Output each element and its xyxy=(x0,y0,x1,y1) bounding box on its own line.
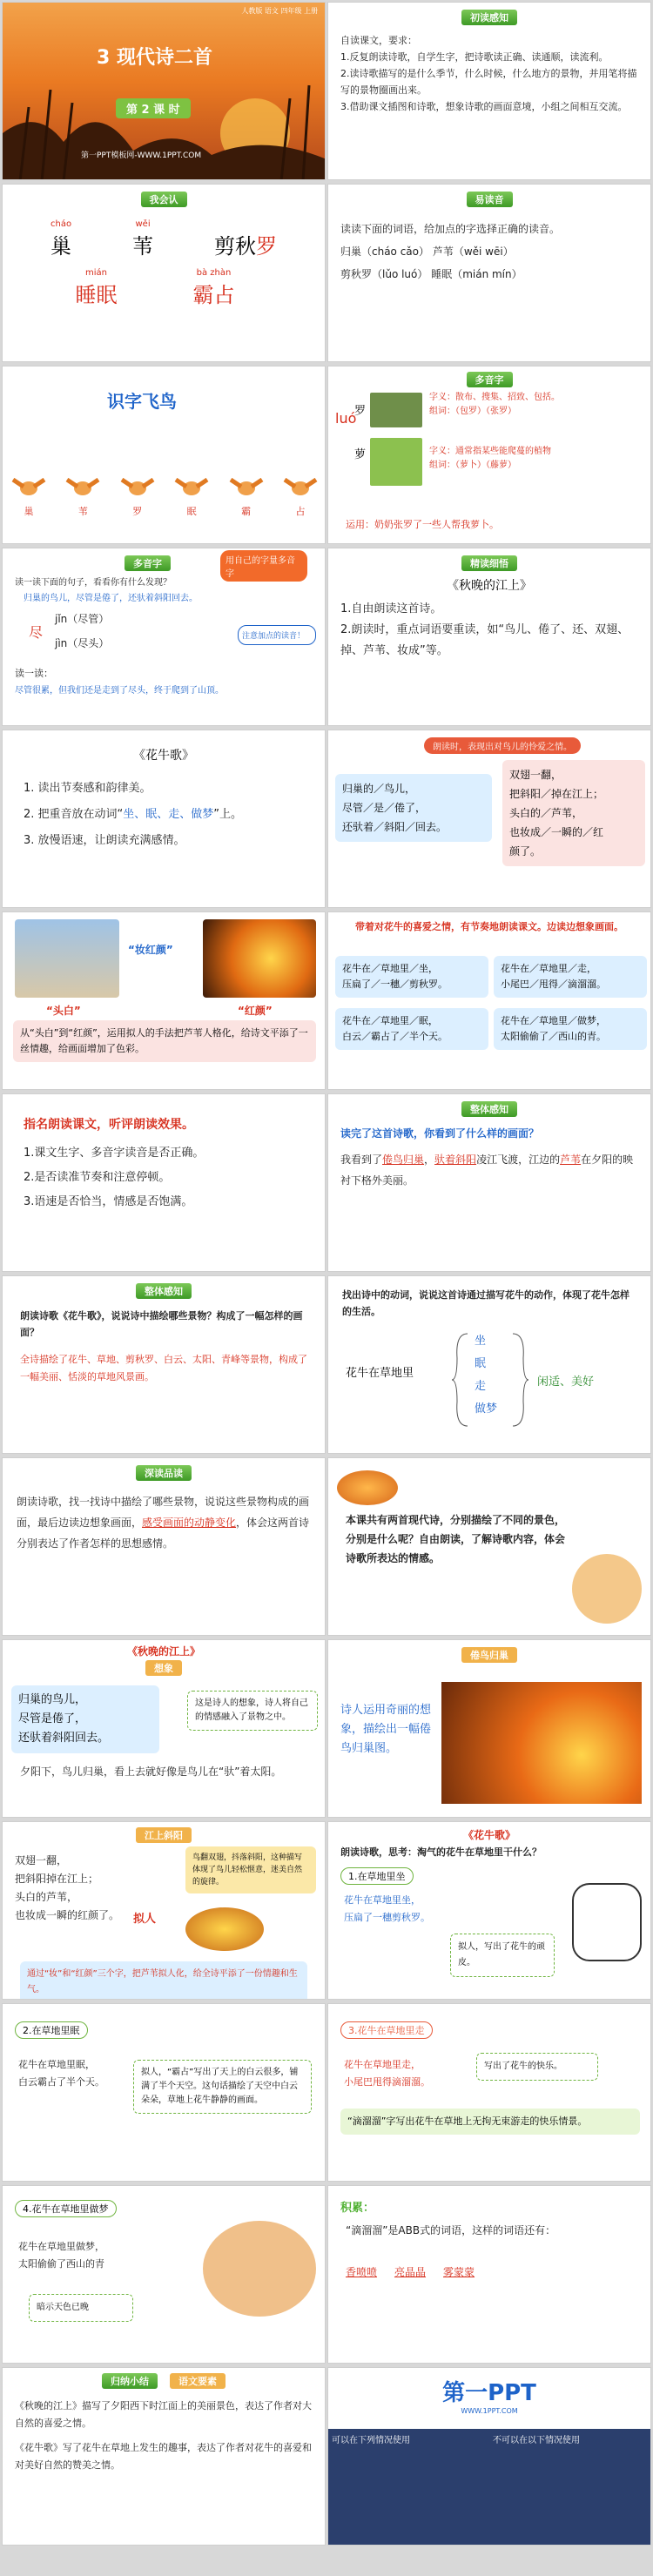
section-tag: 多音字 xyxy=(467,372,513,387)
reading-2: jìn（尽头） xyxy=(55,637,110,649)
section-tag: 整体感知 xyxy=(461,1101,517,1117)
slide-cow-sitting xyxy=(327,1821,651,2000)
task: 朗读诗歌，找一找诗中描绘了哪些景物，说说这些景物构成的画面，最后边读边想象画面，感受画面的动静变化，体会这两首诗分别表达了作者怎样的思想感情。 xyxy=(17,1496,310,1550)
instruction: 找出诗中的动词，说说这首诗通过描写花牛的动作，体现了花牛怎样的生活。 xyxy=(342,1289,629,1317)
cow-icon xyxy=(572,1883,642,1961)
sentence: 归巢的鸟儿，尽管是倦了，还驮着斜阳回去。 xyxy=(24,594,198,603)
disallowed-header: 不可以在以下情况使用 xyxy=(493,2436,580,2445)
bird-icon xyxy=(174,471,209,501)
slide-first-reading xyxy=(327,2,651,180)
section-tag: 我会认 xyxy=(141,192,187,207)
step-label: 1.在草地里坐 xyxy=(340,1867,414,1885)
explanation: 从“头白”到“红颜”，运用拟人的手法把芦苇人格化，给诗文平添了一丝情趣，给画面增加了色彩。 xyxy=(13,1020,316,1062)
bird-card[interactable]: 苇 xyxy=(65,471,100,518)
label-main: “妆红颜” xyxy=(128,944,173,956)
step-2: 2.朗读时，重点词语要重读，如“鸟儿、倦了、还、双翅、掉、芦苇、妆成”等。 xyxy=(340,623,629,657)
bird-card[interactable]: 霸 xyxy=(229,471,264,518)
cow-illustration xyxy=(572,1554,642,1624)
slide-end xyxy=(327,2367,651,2546)
slide-birds-return xyxy=(327,1639,651,1818)
bird-card[interactable]: 罗 xyxy=(120,471,155,518)
slide-pronunciation xyxy=(327,184,651,362)
intro: 读一读下面的句子，看看你有什么发现？ xyxy=(15,578,172,588)
section-tag: 归纳小结 xyxy=(102,2373,158,2389)
slide-reading-tips xyxy=(2,730,326,908)
char-card: 剪秋罗 xyxy=(214,234,278,259)
intro: 自读课文，要求： xyxy=(340,35,417,46)
step-1: 1.自由朗读这首诗。 xyxy=(340,602,442,615)
slide-rhythm-reading xyxy=(327,911,651,1090)
lesson-subtitle: 第 2 课 时 xyxy=(116,98,191,118)
section-tag: 江上斜阳 xyxy=(136,1827,192,1843)
stanza-4: 花牛在／草地里／做梦， 太阳偷偷了／西山的青。 xyxy=(494,1008,647,1050)
bird-icon xyxy=(283,471,318,501)
char-card: mián 睡眠 xyxy=(75,268,118,307)
def-1: 字义：散布、搜集、招致、包括。 xyxy=(429,393,560,402)
reeds-photo xyxy=(185,1907,264,1951)
stanza-1: 花牛在／草地里／坐， 压扁了／一穗／剪秋罗。 xyxy=(335,956,488,998)
poem-lines: 花牛在草地里走， 小尾巴甩得滴溜溜。 xyxy=(344,2059,430,2088)
def-2: 字义：通常指某些能爬蔓的植物 xyxy=(429,447,551,456)
vine-photo xyxy=(370,438,422,486)
intro-text: 本课共有两首现代诗，分别描绘了不同的景色，分别是什么呢？自由朗读，了解诗歌内容，体会诗歌所表达的情感。 xyxy=(346,1514,566,1564)
conclusion: 闲适、美好 xyxy=(537,1375,595,1389)
section-tag: 倦鸟归巢 xyxy=(461,1647,517,1663)
line-2: 剪秋罗（lǔo luó） 睡眠（mián mín） xyxy=(340,268,522,280)
tip-bubble: 注意加点的读音！ xyxy=(238,625,316,645)
slide-cover xyxy=(2,2,326,180)
verb-list: 坐 眠 走 做梦 xyxy=(475,1335,498,1416)
brace-right xyxy=(511,1332,528,1428)
white-reeds-photo xyxy=(15,919,119,998)
words-1: 组词：（包罗）（张罗） xyxy=(429,407,516,416)
slide-recognize-chars xyxy=(2,184,326,362)
section-tag: 整体感知 xyxy=(136,1283,192,1299)
bubble: 写出了花牛的快乐。 xyxy=(476,2053,598,2081)
bird-card[interactable]: 占 xyxy=(283,471,318,518)
section-tag: 精读细悟 xyxy=(461,555,517,571)
poem-lines: 花牛在草地里坐， 压扁了一穗剪秋罗。 xyxy=(344,1894,430,1923)
poem-title: 《秋晚的江上》 xyxy=(126,1645,200,1658)
section-tag-2: 语文要素 xyxy=(170,2373,226,2389)
poem-title: 《花牛歌》 xyxy=(133,749,194,763)
subject: 花牛在草地里 xyxy=(346,1367,414,1380)
criterion-1: 1.课文生字、多音字读音是否正确。 xyxy=(24,1147,205,1160)
slide-imagination xyxy=(2,1639,326,1818)
section-tag: 易读音 xyxy=(467,192,513,207)
sunset-photo xyxy=(337,1470,398,1505)
tip-2: 2. 把重音放在动词“坐、眠、走、做梦”上。 xyxy=(24,808,243,821)
slide-cow-sleeping xyxy=(2,2003,326,2182)
summary-2: 《花牛歌》写了花牛在草地上发生的趣事，表达了作者对花牛的喜爱和对美好自然的赞美之情。 xyxy=(15,2442,312,2471)
left-lines: 归巢的／鸟儿， 尽管／是／倦了， 还驮着／斜阳／回去。 xyxy=(335,774,492,842)
poem-title: 《秋晚的江上》 xyxy=(447,579,532,593)
slide-evaluation xyxy=(2,1093,326,1272)
char-card: cháo 巢 xyxy=(50,219,72,259)
url: WWW.1PPT.COM xyxy=(461,2407,518,2415)
slide-close-reading xyxy=(327,548,651,726)
brace-left xyxy=(452,1332,469,1428)
stanza-2: 花牛在／草地里／眠， 白云／霸占了／半个天。 xyxy=(335,1008,488,1050)
char-card: wěi 苇 xyxy=(132,219,154,259)
note: “滴溜溜”字写出花牛在草地上无拘无束游走的快乐情景。 xyxy=(340,2109,640,2135)
example: 尽管很累，但我们还是走到了尽头，终于爬到了山顶。 xyxy=(15,686,224,696)
criterion-2: 2.是否读准节奏和注意停顿。 xyxy=(24,1171,171,1184)
slide-reading-emotion xyxy=(327,730,651,908)
caption: 诗人运用奇丽的想象，描绘出一幅倦鸟归巢图。 xyxy=(340,1704,432,1755)
pinyin: luó xyxy=(335,410,357,427)
cloud-note: 用自己的字量多音字 xyxy=(220,550,307,582)
instruction: 带着对花牛的喜爱之情，有节奏地朗读课文。边读边想象画面。 xyxy=(355,921,623,932)
slide-deep-reading xyxy=(2,1457,326,1636)
rhetoric-label: 拟人 xyxy=(133,1913,157,1926)
section-tag: 初读感知 xyxy=(461,10,517,25)
slide-overall-perception-2 xyxy=(2,1275,326,1454)
bubble: 鸟翻双翅，抖落斜阳，这种描写体现了鸟儿轻松惬意，迷美自然的旋律。 xyxy=(185,1846,316,1893)
answer: 全诗描绘了花牛、草地、剪秋罗、白云、太阳、青峰等景物，构成了一幅美丽、恬淡的草地风景画。 xyxy=(20,1354,307,1382)
line-1: 归巢（cháo cǎo） 芦苇（wěi wēi） xyxy=(340,245,514,258)
net-photo xyxy=(370,393,422,427)
note: 通过“妆”和“红颜”三个字，把芦苇拟人化，给全诗平添了一份情趣和生气。 xyxy=(20,1961,307,2000)
slide-cow-dreaming xyxy=(2,2185,326,2364)
slide-char-birds xyxy=(2,366,326,544)
bird-card[interactable]: 巢 xyxy=(11,471,46,518)
section-tag: 多音字 xyxy=(125,555,171,571)
edition-badge: 人教版 语文 四年级 上册 xyxy=(241,7,318,15)
char-luo-vine: 萝 xyxy=(354,448,367,461)
char-jin: 尽 xyxy=(29,624,44,641)
watermark: 第一PPT模板网-WWW.1PPT.COM xyxy=(81,151,202,160)
tip-1: 1. 读出节奏感和韵律美。 xyxy=(24,782,151,795)
question: 读完了这首诗歌，你看到了什么样的画面？ xyxy=(340,1127,540,1140)
step-label: 2.在草地里眠 xyxy=(15,2021,88,2039)
words-2: 组词：（萝卜）（藤萝） xyxy=(429,461,516,470)
red-reeds-photo xyxy=(203,919,316,998)
title: 指名朗读课文，听评朗读效果。 xyxy=(24,1118,194,1132)
tip-3: 3. 放慢语速，让朗读充满感情。 xyxy=(24,834,185,847)
reading-1: jǐn（尽管） xyxy=(55,613,110,625)
sunset-birds-photo xyxy=(441,1682,642,1804)
right-lines: 双翅一翻， 把斜阳／掉在江上； 头白的／芦苇， 也妆成／一瞬的／红 颜了。 xyxy=(502,760,645,866)
question: 朗读诗歌《花牛歌》，说说诗中描绘哪些景物？构成了一幅怎样的画面？ xyxy=(20,1310,303,1338)
label-red: “红颜” xyxy=(238,1005,273,1017)
answer: 我看到了倦鸟归巢，驮着斜阳凌江飞渡，江边的芦苇在夕阳的映衬下格外美丽。 xyxy=(340,1153,634,1187)
poem-lines: 花牛在草地里眠， 白云霸占了半个天。 xyxy=(18,2059,104,2088)
explanation: 夕阳下，鸟儿归巢，看上去就好像是鸟儿在“驮”着太阳。 xyxy=(20,1766,282,1778)
slide-summary xyxy=(2,2367,326,2546)
poem-lines: 花牛在草地里做梦， 太阳偷偷了西山的青 xyxy=(18,2241,104,2270)
usage: 运用：奶奶张罗了一些人帮我萝卜。 xyxy=(346,519,499,530)
note: 拟人，写出了花牛的顽皮。 xyxy=(450,1934,555,1977)
step-label: 3.花牛在草地里走 xyxy=(340,2021,433,2039)
intro: 读读下面的词语，给加点的字选择正确的读音。 xyxy=(340,223,561,235)
game-title: 识字飞鸟 xyxy=(107,391,177,412)
section-tag: 积累： xyxy=(340,2202,375,2215)
banner: 朗读时，表现出对鸟儿的怜爱之情。 xyxy=(424,737,581,754)
slide-reeds-redface xyxy=(2,911,326,1090)
cow-illustration xyxy=(203,2221,316,2317)
slide-river-sunset xyxy=(2,1821,326,2000)
answer-row: 香喷喷 亮晶晶 雾蒙蒙 xyxy=(346,2266,475,2278)
bird-card[interactable]: 眠 xyxy=(174,471,209,518)
section-tag: 深读品读 xyxy=(136,1465,192,1481)
char-luo: 罗 xyxy=(354,405,367,418)
slide-two-poems xyxy=(327,1457,651,1636)
note: 这是诗人的想象，诗人将自己的情感融入了景物之中。 xyxy=(187,1691,318,1731)
step-label: 4.花牛在草地里做梦 xyxy=(15,2200,117,2217)
bird-icon xyxy=(120,471,155,501)
logo: 第一PPT xyxy=(442,2380,536,2406)
poem-lines: 双翅一翻， 把斜阳掉在江上； 头白的芦苇， 也妆成一瞬的红颜了。 xyxy=(15,1854,120,1921)
item-3: 3.借助课文插图和诗歌，想象诗歌的画面意境，小组之间相互交流。 xyxy=(340,101,628,112)
allowed-header: 可以在下列情况使用 xyxy=(332,2436,410,2445)
slide-polyphonic-luo xyxy=(327,366,651,544)
slide-polyphonic-jin xyxy=(2,548,326,726)
slide-accumulation xyxy=(327,2185,651,2364)
poem-title: 《花牛歌》 xyxy=(462,1829,515,1841)
slide-overall-perception-1 xyxy=(327,1093,651,1272)
item-2: 2.读诗歌描写的是什么季节，什么时候，什么地方的景物，并用笔将描写的景物圈画出来。 xyxy=(340,68,637,96)
bird-icon xyxy=(229,471,264,501)
note: 拟人，“霸占”写出了天上的白云很多，铺满了半个天空。这句话描绘了天空中白云朵朵，草地上花牛静静的画面。 xyxy=(133,2060,312,2114)
read-label: 读一读： xyxy=(15,668,53,679)
char-card: bà zhàn 霸占 xyxy=(192,268,235,307)
question: “滴溜溜”是ABB式的词语，这样的词语还有： xyxy=(346,2224,556,2236)
bird-icon xyxy=(11,471,46,501)
item-1: 1.反复朗读诗歌，自学生字，把诗歌读正确、读通顺，读流利。 xyxy=(340,51,609,63)
bird-icon xyxy=(65,471,100,501)
summary-1: 《秋晚的江上》描写了夕阳西下时江面上的美丽景色，表达了作者对大自然的喜爱之情。 xyxy=(15,2400,312,2429)
criterion-3: 3.语速是否恰当，情感是否饱满。 xyxy=(24,1195,193,1208)
stanza-3: 花牛在／草地里／走， 小尾巴／甩得／滴溜溜。 xyxy=(494,956,647,998)
slide-verbs xyxy=(327,1275,651,1454)
question: 朗读诗歌，思考：淘气的花牛在草地里干什么？ xyxy=(340,1846,542,1858)
bird-row xyxy=(11,471,318,518)
lesson-title: 3 现代诗二首 xyxy=(97,47,212,69)
label-white: “头白” xyxy=(46,1005,81,1017)
poem-lines: 归巢的鸟儿， 尽管是倦了， 还驮着斜阳回去。 xyxy=(11,1685,159,1753)
note: 暗示天色已晚 xyxy=(29,2294,133,2322)
slide-cow-walking xyxy=(327,2003,651,2182)
section-tag: 想象 xyxy=(145,1660,182,1676)
